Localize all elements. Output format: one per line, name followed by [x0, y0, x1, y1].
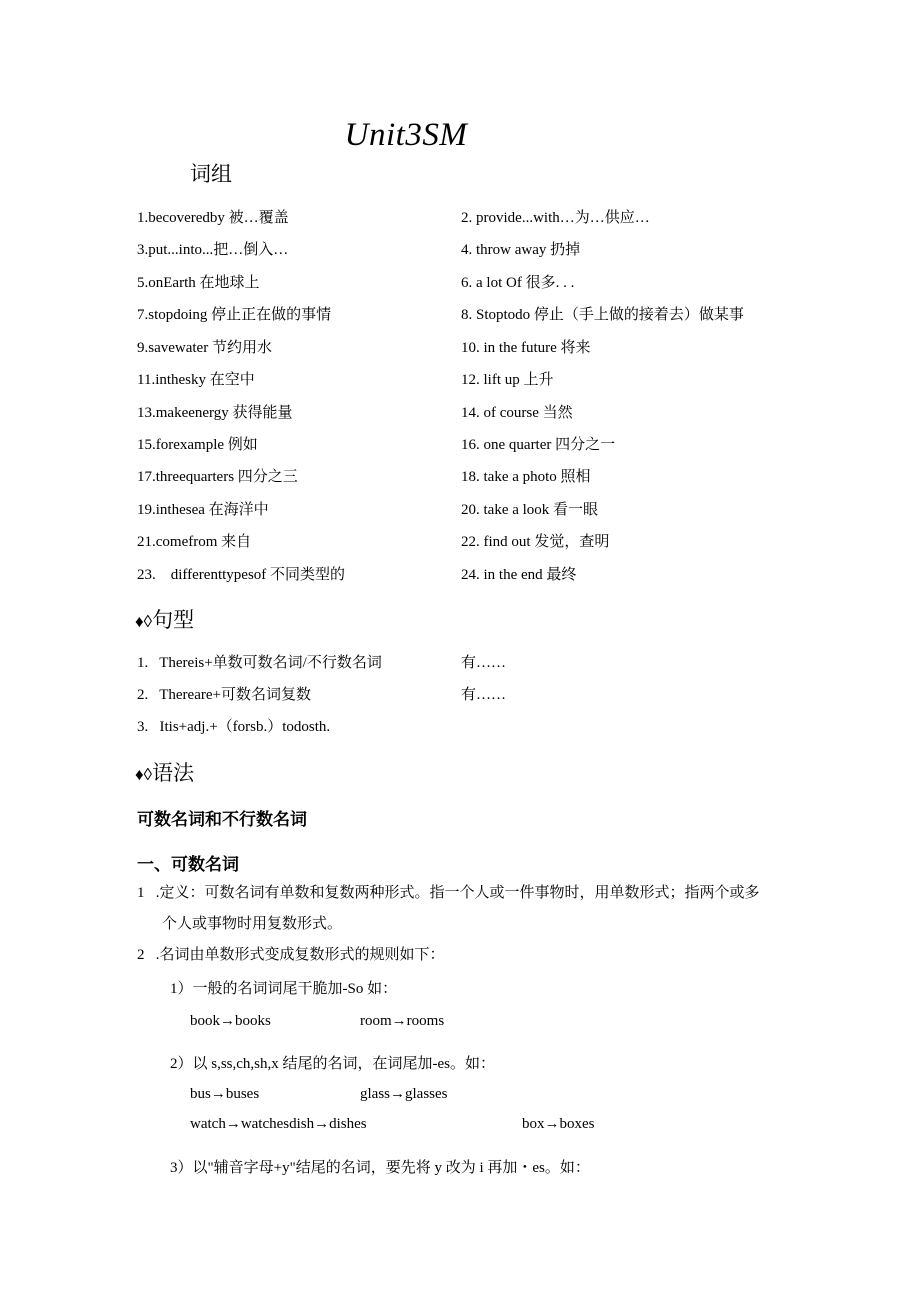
phrase-item: 5.onEarth 在地球上	[137, 275, 260, 291]
phrase-item: 16. one quarter 四分之一	[461, 437, 616, 453]
phrase-item: 22. find out 发觉，查明	[461, 534, 610, 550]
pattern-item: 1. Thereis+单数可数名词/不行数名词	[137, 655, 382, 671]
plural-example: box→boxes	[522, 1116, 595, 1132]
phrase-item: 8. Stoptodo 停止（手上做的接着去）做某事	[461, 307, 744, 323]
grammar-heading	[135, 757, 194, 787]
phrase-item: 1.becoveredby 被…覆盖	[137, 210, 289, 226]
phrase-item: 15.forexample 例如	[137, 437, 258, 453]
definition-line: 1 .定义：可数名词有单数和复数两种形式。指一个人或一件事物时，用单数形式；指两个或多	[137, 885, 760, 901]
definition-line: 个人或事物时用复数形式。	[162, 916, 343, 932]
phrase-item: 21.comefrom 来自	[137, 534, 252, 550]
document-title: Unit3SM	[344, 117, 468, 153]
rule-text: 3）以"辅音字母+y"结尾的名词，要先将 y 改为 i 再加・es。如：	[170, 1160, 590, 1176]
phrase-item: 7.stopdoing 停止正在做的事情	[137, 307, 332, 323]
phrase-item: 11.inthesky 在空中	[137, 372, 255, 388]
phrase-item: 23. differenttypesof 不同类型的	[137, 567, 346, 583]
phrase-item: 10. in the future 将来	[461, 340, 591, 356]
phrase-item: 6. a lot Of 很多. . .	[461, 275, 575, 291]
grammar-heading-label: 语法	[152, 761, 195, 785]
phrase-item: 4. throw away 扔掉	[461, 242, 581, 258]
phrase-item: 12. lift up 上升	[461, 372, 554, 388]
pattern-meaning: 有……	[461, 687, 507, 703]
phrase-item: 2. provide...with…为…供应…	[461, 210, 650, 226]
pattern-meaning: 有……	[461, 655, 507, 671]
phrase-item: 20. take a look 看一眼	[461, 502, 599, 518]
plural-example: room→rooms	[360, 1013, 445, 1029]
phrase-item: 3.put...into...把…倒入…	[137, 242, 289, 258]
pattern-item: 2. Thereare+可数名词复数	[137, 687, 311, 703]
plural-example: bus→buses	[190, 1086, 260, 1102]
diamond-bullet-icon: ♦◊	[135, 765, 153, 784]
rule-text: 2）以 s,ss,ch,sh,x 结尾的名词，在词尾加-es。如：	[170, 1056, 495, 1072]
phrase-item: 18. take a photo 照相	[461, 469, 591, 485]
phrase-item: 13.makeenergy 获得能量	[137, 405, 293, 421]
pattern-item: 3. Itis+adj.+（forsb.）todosth.	[137, 719, 331, 735]
phrase-item: 19.inthesea 在海洋中	[137, 502, 269, 518]
patterns-heading	[135, 604, 194, 634]
plural-example: glass→glasses	[360, 1086, 448, 1102]
rules-intro: 2 .名词由单数形式变成复数形式的规则如下：	[137, 947, 445, 963]
phrase-item: 14. of course 当然	[461, 405, 573, 421]
phrase-item: 9.savewater 节约用水	[137, 340, 272, 356]
phrase-item: 24. in the end 最终	[461, 567, 577, 583]
rule-text: 1）一般的名词词尾干脆加-So 如：	[170, 981, 398, 997]
plural-example: watch→watchesdish→dishes	[190, 1116, 367, 1132]
diamond-bullet-icon: ♦◊	[135, 612, 153, 631]
phrases-heading: 词组	[190, 162, 232, 186]
patterns-heading-label: 句型	[152, 608, 195, 632]
plural-example: book→books	[190, 1013, 271, 1029]
phrase-item: 17.threequarters 四分之三	[137, 469, 298, 485]
grammar-subtitle: 可数名词和不行数名词	[137, 810, 307, 829]
countable-heading: 一、可数名词	[137, 855, 239, 874]
